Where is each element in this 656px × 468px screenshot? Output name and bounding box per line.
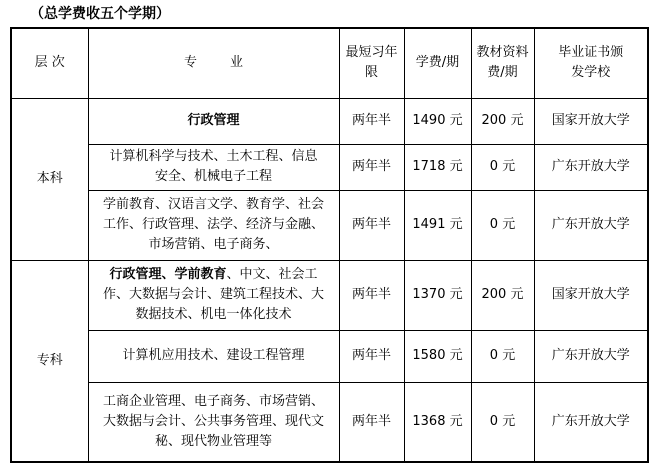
row-material: 0 元 — [471, 144, 534, 190]
row-duration: 两年半 — [339, 382, 404, 462]
row-fee: 1580 元 — [404, 330, 471, 382]
row-duration: 两年半 — [339, 98, 404, 144]
header-row — [11, 28, 648, 98]
row-fee: 1718 元 — [404, 144, 471, 190]
row-programs — [88, 330, 339, 382]
row-issuer: 广东开放大学 — [534, 144, 648, 190]
row-fee: 1491 元 — [404, 190, 471, 260]
row-programs-text: 工商企业管理、电子商务、市场营销、大数据与会计、公共事务管理、现代文秘、现代物业管理等 — [102, 393, 324, 449]
header-major: 专 业 — [88, 28, 339, 98]
row-programs — [88, 144, 339, 190]
row-programs-text: 学前教育、汉语言文学、教育学、社会工作、行政管理、法学、经济与金融、市场营销、电子商务、 — [102, 197, 324, 252]
row-material: 0 元 — [471, 190, 534, 260]
table-row — [11, 190, 648, 260]
row-programs — [88, 260, 339, 330]
row-material: 0 元 — [471, 382, 534, 462]
table-row — [11, 330, 648, 382]
row-issuer: 广东开放大学 — [534, 382, 648, 462]
row-duration: 两年半 — [339, 330, 404, 382]
row-programs — [88, 190, 339, 260]
header-material: 教材资料费/期 — [471, 28, 534, 98]
table-row — [11, 144, 648, 190]
row-programs-bold: 行政管理、学前教育 — [109, 267, 227, 282]
table-caption: （总学费收五个学期） — [30, 6, 170, 22]
row-issuer: 国家开放大学 — [534, 98, 648, 144]
row-issuer: 广东开放大学 — [534, 330, 648, 382]
header-duration: 最短习年限 — [339, 28, 404, 98]
table-row — [11, 98, 648, 144]
row-programs-bold: 行政管理 — [187, 113, 240, 128]
row-programs-text: 计算机应用技术、建设工程管理 — [122, 348, 305, 363]
level-bachelor: 本科 — [11, 98, 88, 260]
row-duration: 两年半 — [339, 144, 404, 190]
row-fee: 1370 元 — [404, 260, 471, 330]
row-programs — [88, 98, 339, 144]
level-associate: 专科 — [11, 260, 88, 462]
row-material: 0 元 — [471, 330, 534, 382]
row-programs-text: 、中文、社会工作、大数据与会计、建筑工程技术、大数据技术、机电一体化技术 — [102, 267, 324, 322]
fee-table — [10, 27, 649, 463]
row-issuer: 国家开放大学 — [534, 260, 648, 330]
row-duration: 两年半 — [339, 260, 404, 330]
row-fee: 1368 元 — [404, 382, 471, 462]
row-duration: 两年半 — [339, 190, 404, 260]
row-material: 200 元 — [471, 260, 534, 330]
header-level: 层 次 — [11, 28, 88, 98]
row-material: 200 元 — [471, 98, 534, 144]
table-row — [11, 260, 648, 330]
header-fee: 学费/期 — [404, 28, 471, 98]
row-fee: 1490 元 — [404, 98, 471, 144]
table-row — [11, 382, 648, 462]
header-issuer: 毕业证书颁发学校 — [534, 28, 648, 98]
row-programs-text: 计算机科学与技术、土木工程、信息安全、机械电子工程 — [109, 149, 318, 184]
row-issuer: 广东开放大学 — [534, 190, 648, 260]
row-programs — [88, 382, 339, 462]
